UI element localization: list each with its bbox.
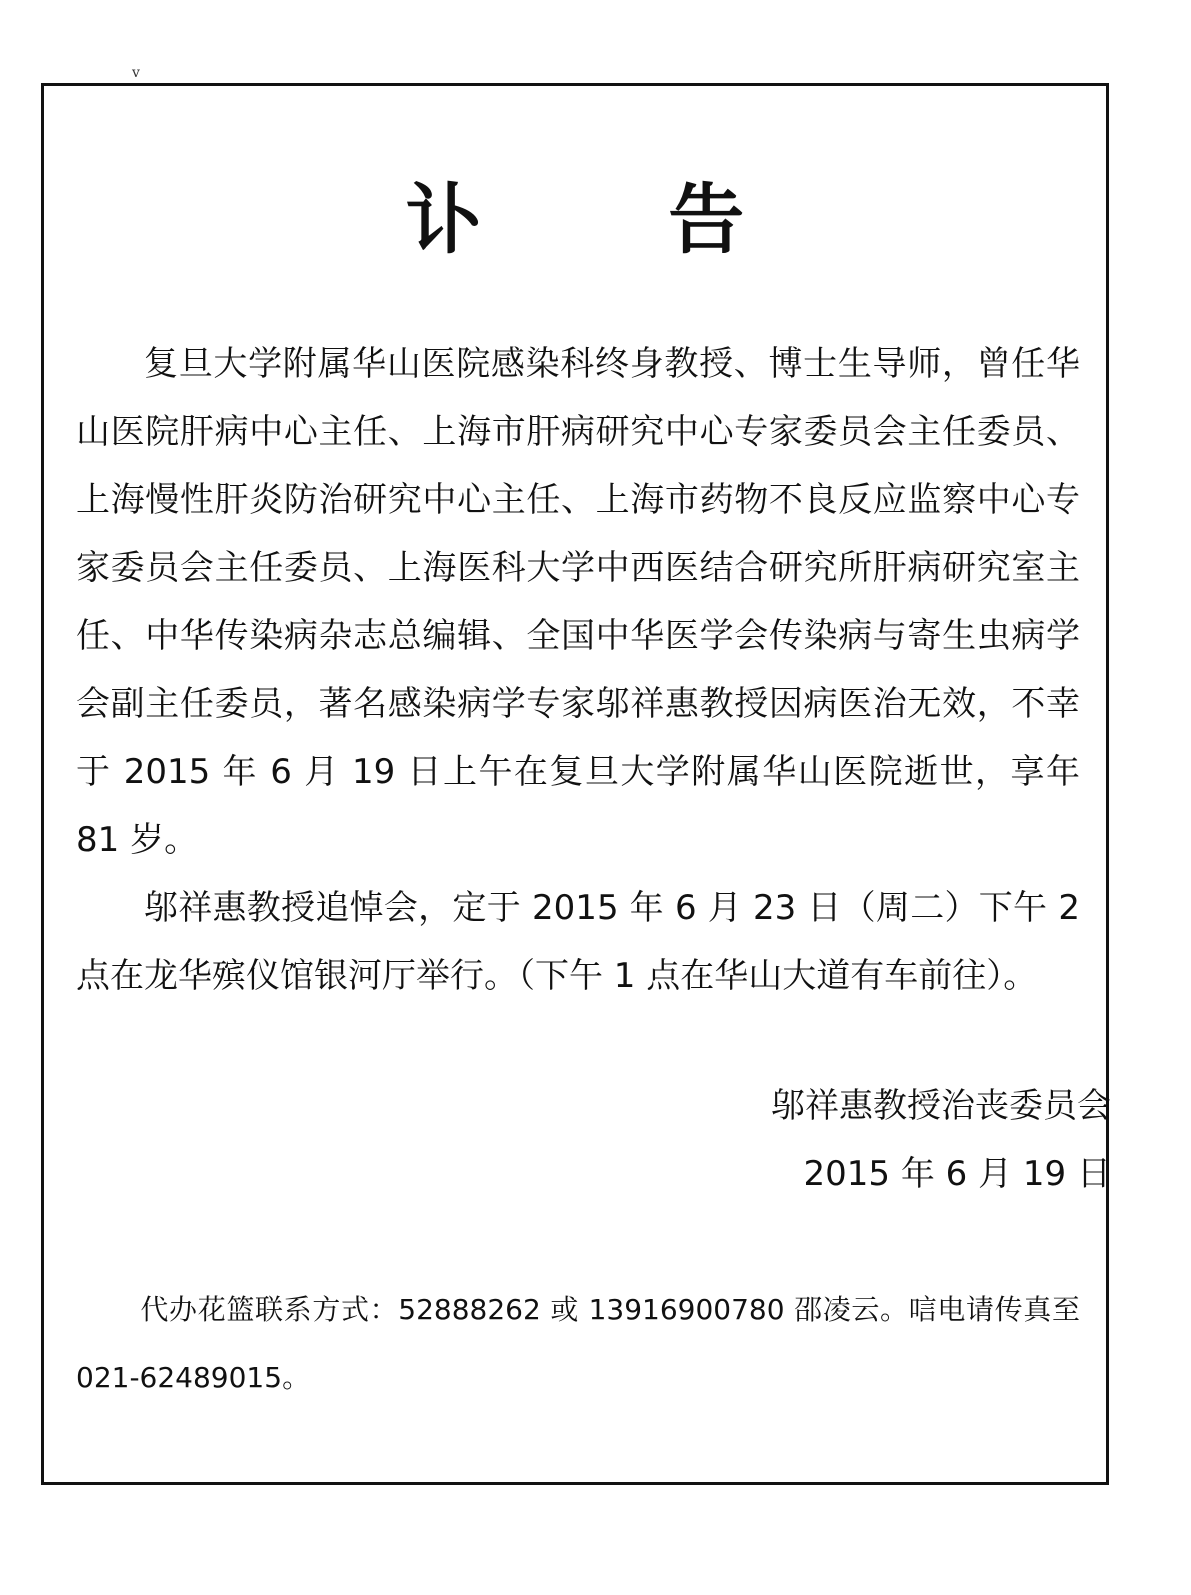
stray-mark: v bbox=[132, 65, 140, 81]
notice-body bbox=[76, 330, 1080, 1010]
contact-text: 代办花篮联系方式：52888262 或 13916900780 邵凌云。唁电请传真至 021-62489015。 bbox=[76, 1293, 1080, 1394]
notice-title-text: 讣 告 bbox=[405, 175, 825, 264]
obituary-paragraph: 复旦大学附属华山医院感染科终身教授、博士生导师，曾任华山医院肝病中心主任、上海市肝病研究中心专家委员会主任委员、上海慢性肝炎防治研究中心主任、上海市药物不良反应监察中心专家委员会主任委员、上海医科大学中西医结合研究所肝病研究室主任、中华传染病杂志总编辑、全国中华医学会传染病与寄生虫病学会副主任委员，著名感染病学专家邬祥惠教授因病医治无效，不幸于 2015 年 6 月 19 日上午在复旦大学附属华山医院逝世，享年 81 岁。 bbox=[76, 344, 1080, 860]
memorial-service-paragraph: 邬祥惠教授追悼会，定于 2015 年 6 月 23 日（周二）下午 2 点在龙华殡仪馆银河厅举行。（下午 1 点在华山大道有车前往）。 bbox=[76, 888, 1080, 996]
signature-block bbox=[771, 1072, 1111, 1208]
contact-info bbox=[76, 1276, 1080, 1412]
signature-date: 2015 年 6 月 19 日 bbox=[803, 1154, 1111, 1194]
notice-title bbox=[0, 175, 1150, 265]
committee-name: 邬祥惠教授治丧委员会 bbox=[771, 1086, 1111, 1126]
